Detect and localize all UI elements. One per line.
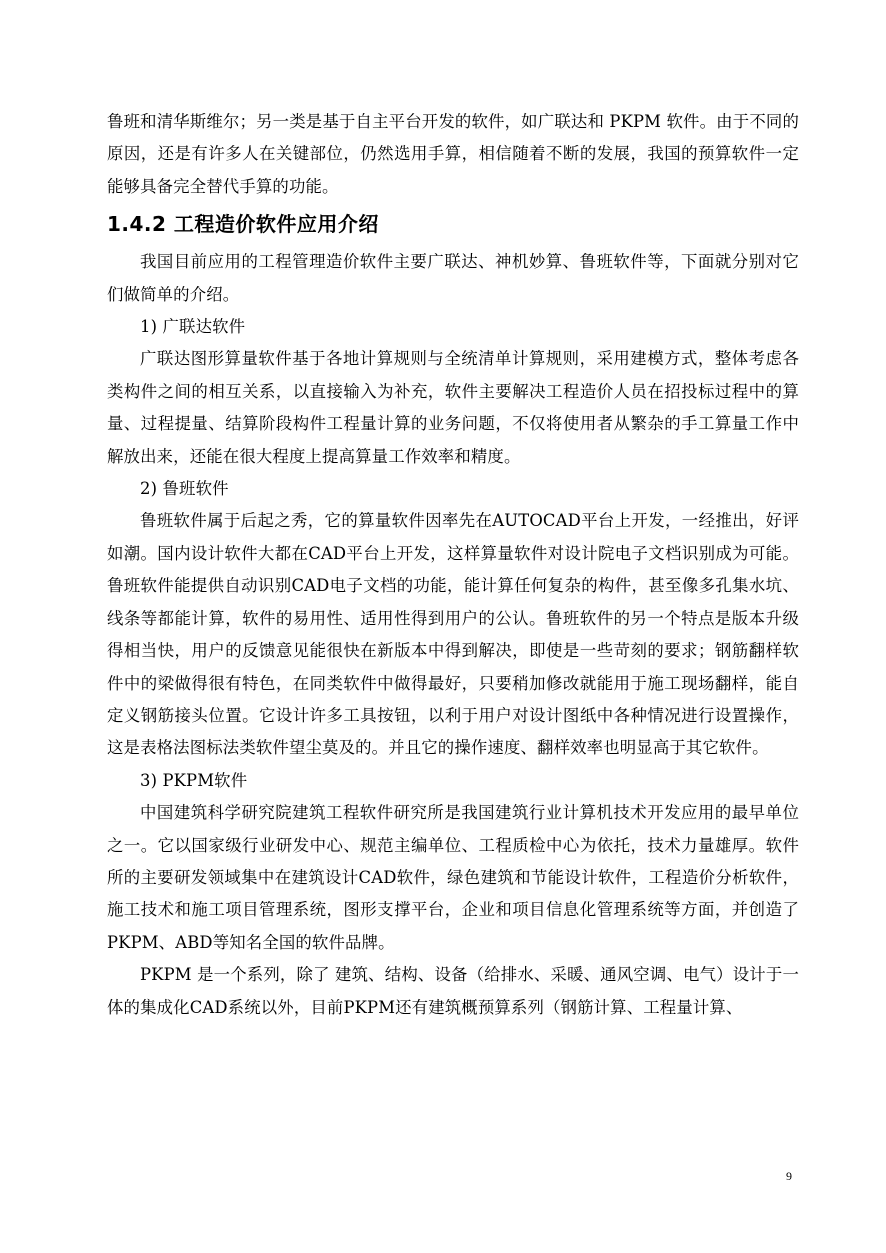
list-item-glodon: 1) 广联达软件 [140, 317, 246, 337]
paragraph-continuation: 鲁班和清华斯维尔；另一类是基于自主平台开发的软件，如广联达和 PKPM 软件。由于不同的原因，还是有许多人在关键部位，仍然选用手算，相信随着不断的发展，我国的预算软件一定能够具备完全替代手算的功能。 [107, 112, 799, 196]
page-body [107, 106, 799, 1024]
paragraph-intro: 我国目前应用的工程管理造价软件主要广联达、神机妙算、鲁班软件等，下面就分别对它们做简单的介绍。 [107, 252, 799, 304]
page-number: 9 [786, 1169, 792, 1183]
paragraph-luban: 鲁班软件属于后起之秀，它的算量软件因率先在AUTOCAD平台上开发，一经推出，好评如潮。国内设计软件大都在CAD平台上开发，这样算量软件对设计院电子文档识别成为可能。鲁班软件能提供自动识别CAD电子文档的功能，能计算任何复杂的构件，甚至像多孔集水坑、线条等都能计算，软件的易用性、适用性得到用户的公认。鲁班软件的另一个特点是版本升级得相当快，用户的反馈意见能很快在新版本中得到解决，即使是一些苛刻的要求；钢筋翻样软件中的梁做得很有特色，在同类软件中做得最好，只要稍加修改就能用于施工现场翻样，能自定义钢筋接头位置。它设计许多工具按钮，以利于用户对设计图纸中各种情况进行设置操作，这是表格法图标法类软件望尘莫及的。并且它的操作速度、翻样效率也明显高于其它软件。 [107, 511, 799, 758]
paragraph-glodon: 广联达图形算量软件基于各地计算规则与全统清单计算规则，采用建模方式，整体考虑各类构件之间的相互关系，以直接输入为补充，软件主要解决工程造价人员在招投标过程中的算量、过程提量、结算阶段构件工程量计算的业务问题，不仅将使用者从繁杂的手工算量工作中解放出来，还能在很大程度上提高算量工作效率和精度。 [107, 349, 799, 466]
paragraph-pkpm-series: PKPM 是一个系列，除了 建筑、结构、设备（给排水、采暖、通风空调、电气）设计于一体的集成化CAD系统以外，目前PKPM还有建筑概预算系列（钢筋计算、工程量计算、 [107, 965, 799, 1017]
list-item-luban: 2) 鲁班软件 [140, 479, 229, 499]
list-item-pkpm: 3) PKPM软件 [140, 770, 248, 790]
section-heading: 1.4.2 工程造价软件应用介绍 [107, 212, 379, 237]
paragraph-pkpm-institute: 中国建筑科学研究院建筑工程软件研究所是我国建筑行业计算机技术开发应用的最早单位之一。它以国家级行业研发中心、规范主编单位、工程质检中心为依托，技术力量雄厚。软件所的主要研发领域集中在建筑设计CAD软件，绿色建筑和节能设计软件，工程造价分析软件，施工技术和施工项目管理系统，图形支撑平台，企业和项目信息化管理系统等方面，并创造了PKPM、ABD等知名全国的软件品牌。 [107, 803, 799, 952]
